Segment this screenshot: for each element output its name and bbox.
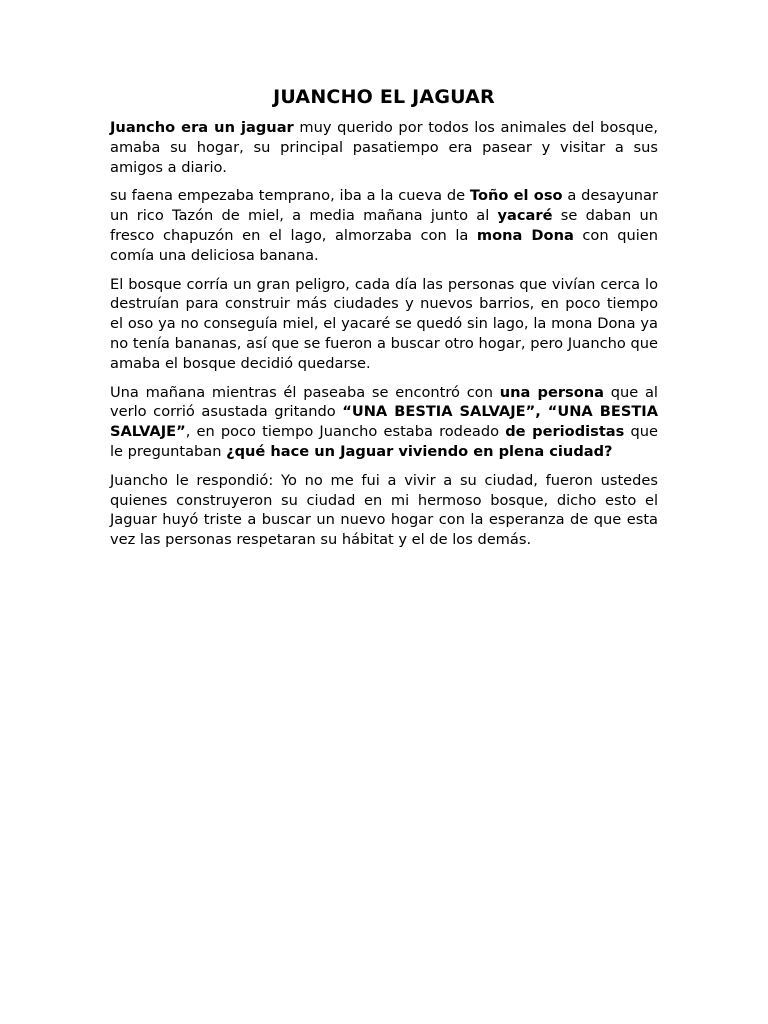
text-run: que le preguntaban <box>110 423 658 460</box>
paragraph-3 <box>110 275 658 374</box>
bold-phrase: “UNA BESTIA SALVAJE”, “UNA BESTIA SALVAJE” <box>110 403 659 441</box>
bold-phrase: Toño el oso <box>469 187 563 205</box>
text-run: que al verlo corrió asustada gritando <box>110 383 658 421</box>
paragraph-5 <box>110 471 658 550</box>
paragraph-2 <box>110 186 658 265</box>
paragraph-4 <box>110 383 658 462</box>
text-run: con quien comía una deliciosa banana. <box>110 226 658 264</box>
text-run: , en poco tiempo Juancho estaba rodeado <box>185 423 506 441</box>
bold-phrase: mona Dona <box>476 226 574 244</box>
document-page <box>110 86 658 559</box>
text-run: su faena empezaba temprano, iba a la cueva de <box>110 187 470 205</box>
text-run: El bosque corría un gran peligro, cada día las personas que vivían cerca lo destruían para construir más ciudades y nuevos barrios, en poco tiempo el oso ya no conseguía miel, el yacaré se quedó sin lago, la mona Dona ya no tenía bananas, así que se fueron a buscar otro hogar, pero Juancho que amaba el bosque decidió quedarse. <box>110 275 658 372</box>
text-run: Una mañana mientras él paseaba se encontró con <box>110 383 500 401</box>
text-run: se daban un fresco chapuzón en el lago, almorzaba con la <box>110 207 658 244</box>
bold-phrase: yacaré <box>497 207 553 225</box>
text-run: Juancho le respondió: Yo no me fui a vivir a su ciudad, fueron ustedes quienes construyeron su ciudad en mi hermoso bosque, dicho esto el Jaguar huyó triste a buscar un nuevo hogar con la esperanza de que esta vez las personas respetaran su hábitat y el de los demás. <box>110 471 658 549</box>
bold-phrase: de periodistas <box>505 423 625 441</box>
text-run: muy querido por todos los animales del bosque, amaba su hogar, su principal pasatiempo era pasear y visitar a sus amigos a diario. <box>110 119 658 176</box>
document-title: JUANCHO EL JAGUAR <box>273 86 495 108</box>
bold-phrase: ¿qué hace un Jaguar viviendo en plena ciudad? <box>226 442 613 460</box>
bold-phrase: una persona <box>499 383 604 401</box>
text-run: a desayunar un rico Tazón de miel, a media mañana junto al <box>110 187 658 225</box>
paragraph-1 <box>110 118 658 177</box>
bold-phrase: Juancho era un jaguar <box>110 119 294 136</box>
